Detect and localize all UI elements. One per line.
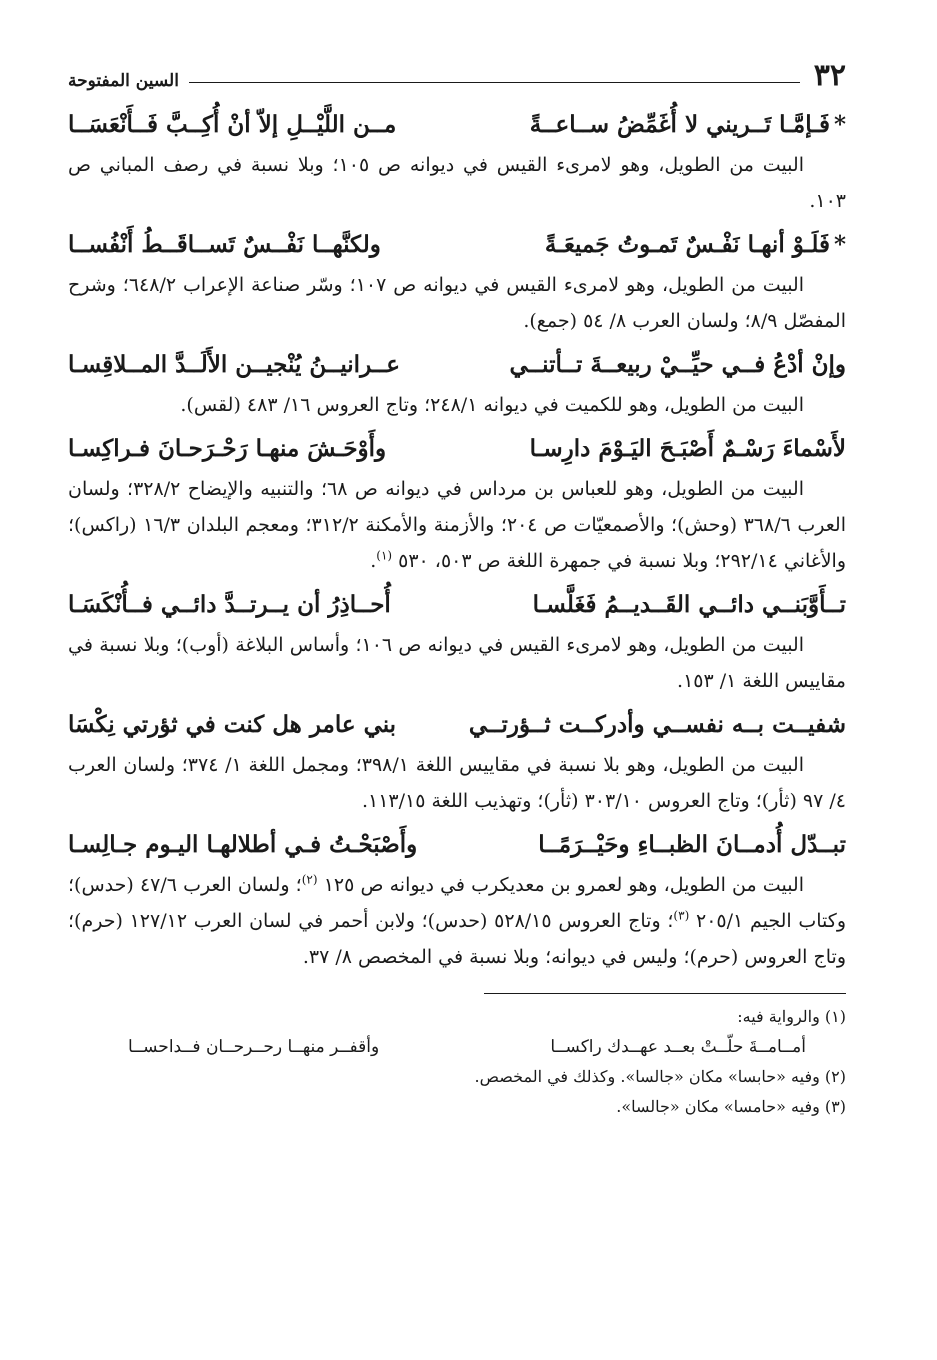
second-hemistich: وأَصْبَحْـتُ فـي أطلالهـا اليـوم جـالِسـا xyxy=(68,831,418,858)
first-hemistich: شفيــت بــه نفســي وأدركــت ثــؤرتــي xyxy=(468,711,846,738)
first-hemistich: تبــدّل أُدمــانَ الظبــاءِ وحَيْــرَمًــا xyxy=(538,831,846,858)
verse-entry xyxy=(68,583,846,699)
verse-line xyxy=(68,703,846,747)
first-hemistich: تــأَوَّبَنــي دائــي القَــديــمُ فَغَلَّسـا xyxy=(532,591,846,618)
first-hemistich: *فَلَـوْ أنهـا نَفْـسٌ تَمـوتُ جَميعَـةً xyxy=(544,231,846,258)
commentary: البيت من الطويل، وهو بلا نسبة في مقاييس اللغة ٣٩٨/١؛ ومجمل اللغة ١/ ٣٧٤؛ ولسان العرب ٤/ ٩٧ (ثأر)؛ وتاج العروس ٣٠٣/١٠ (ثأر)؛ وتهذيب اللغة ١١٣/١٥. xyxy=(68,754,846,812)
verse-line xyxy=(68,343,846,387)
commentary: البيت من الطويل، وهو لامرىء القيس في ديوانه ص ١٠٥؛ وبلا نسبة في رصف المباني ص ١٠٣. xyxy=(68,154,846,212)
footnote-reference[interactable]: (١) xyxy=(376,548,393,563)
commentary: البيت من الطويل، وهو لامرىء القيس في ديوانه ص ١٠٦؛ وأساس البلاغة (أوب)؛ وبلا نسبة في مقاييس اللغة ١/ ١٥٣. xyxy=(68,634,846,692)
verse-line xyxy=(68,583,846,627)
verse-entries xyxy=(68,103,846,975)
page-header xyxy=(68,55,846,91)
first-hemistich: لأَسْماءَ رَسْـمٌ أَصْبَـحَ اليَـوْمَ دارِسـا xyxy=(529,435,846,462)
verse-entry xyxy=(68,823,846,975)
verse-entry xyxy=(68,343,846,423)
first-hemistich: *فَـإمَّـا تَــريني لا أُغَمِّضُ ســاعــةً xyxy=(529,111,846,138)
footnote-second-hemistich: وأقفــر منهــا رحــرحــان فــداحســا xyxy=(128,1037,380,1057)
footnote-rule xyxy=(484,993,846,994)
verse-entry xyxy=(68,427,846,579)
verse-entry xyxy=(68,223,846,339)
footnote-1: (١) والرواية فيه: xyxy=(737,1007,846,1026)
footnote-verse xyxy=(68,1032,846,1062)
footnote-2: (٢) وفيه «حابسا» مكان «جالسا». وكذلك في المخصص. xyxy=(474,1067,846,1086)
footnote-reference[interactable]: (٢) xyxy=(301,872,318,887)
footnote-first-hemistich: أمــامــةَ حلّــتْ بعــد عهــدك راكســا xyxy=(550,1037,806,1057)
second-hemistich: ولكنَّهــا نَفْــسٌ تَســاقَــطُ أَنْفُســا xyxy=(68,231,381,258)
page-number: ٣٢ xyxy=(813,58,846,93)
commentary: البيت من الطويل، وهو لامرىء القيس في ديوانه ص ١٠٧؛ وسّر صناعة الإعراب ٦٤٨/٢؛ وشرح المفصّل ٨/٩؛ ولسان العرب ٨/ ٥٤ (جمع). xyxy=(68,274,846,332)
header-rule xyxy=(189,82,800,83)
verse-entry xyxy=(68,703,846,819)
second-hemistich: وأَوْحَـشَ منهـا رَحْـرَحـانَ فـراكِسـا xyxy=(68,435,387,462)
footnote-3: (٣) وفيه «حامسا» مكان «جالسا». xyxy=(616,1097,846,1116)
footnotes xyxy=(68,1002,846,1122)
star-marker: * xyxy=(833,111,846,138)
commentary: البيت من الطويل، وهو لعمرو بن معديكرب في ديوانه ص ١٢٥ $^{(٢)}$؛ ولسان العرب ٤٧/٦ (حدس)؛ وكتاب الجيم ٢٠٥/١ $^{(٣)}$؛ وتاج العروس ٥٢٨/١٥ (حدس)؛ ولابن أحمر في لسان العرب ١٢٧/١٢ (حرم)؛ وتاج العروس (حرم)؛ وليس في ديوانه؛ وبلا نسبة في المخصص ٨/ ٣٧. xyxy=(68,872,847,968)
second-hemistich: أُحــاذِرُ أن يــرتــدَّ دائــي فــأُنْكَسَـا xyxy=(68,591,391,618)
book-page xyxy=(68,55,846,1122)
second-hemistich: بني عامر هل كنت في ثؤرتي نِكْسَا xyxy=(68,711,397,738)
commentary: البيت من الطويل، وهو للكميت في ديوانه ٢٤٨/١؛ وتاج العروس ١٦/ ٤٨٣ (لقس). xyxy=(180,394,804,416)
verse-line xyxy=(68,427,846,471)
first-hemistich: وإنْ أدْعُ فــي حيِّــيْ ربيعــةَ تــأتنــي xyxy=(509,351,846,378)
star-marker: * xyxy=(833,231,846,258)
verse-line xyxy=(68,103,846,147)
second-hemistich: مــن اللَّيْــلِ إلاّ أنْ أُكِــبَّ فَــأَنْعَسَــا xyxy=(68,111,397,138)
footnote-reference[interactable]: (٣) xyxy=(673,908,690,923)
verse-line xyxy=(68,223,846,267)
second-hemistich: عــرانيــنُ يُنْجيــن الأَلَــدَّ المــلاقِسـا xyxy=(68,351,400,378)
commentary: البيت من الطويل، وهو للعباس بن مرداس في ديوانه ص ٦٨؛ والتنبيه والإيضاح ٣٢٨/٢؛ ولسان العرب ٣٦٨/٦ (وحش)؛ والأصمعيّات ص ٢٠٤؛ والأزمنة والأمكنة ٣١٢/٢؛ ومعجم البلدان ١٦/٣ (راكس)؛ والأغاني ٢٩٢/١٤؛ وبلا نسبة في جمهرة اللغة ص ٥٠٣، ٥٣٠ $^{(١)}$. xyxy=(68,478,846,572)
running-title: السين المفتوحة xyxy=(68,71,179,91)
verse-line xyxy=(68,823,846,867)
verse-entry xyxy=(68,103,846,219)
